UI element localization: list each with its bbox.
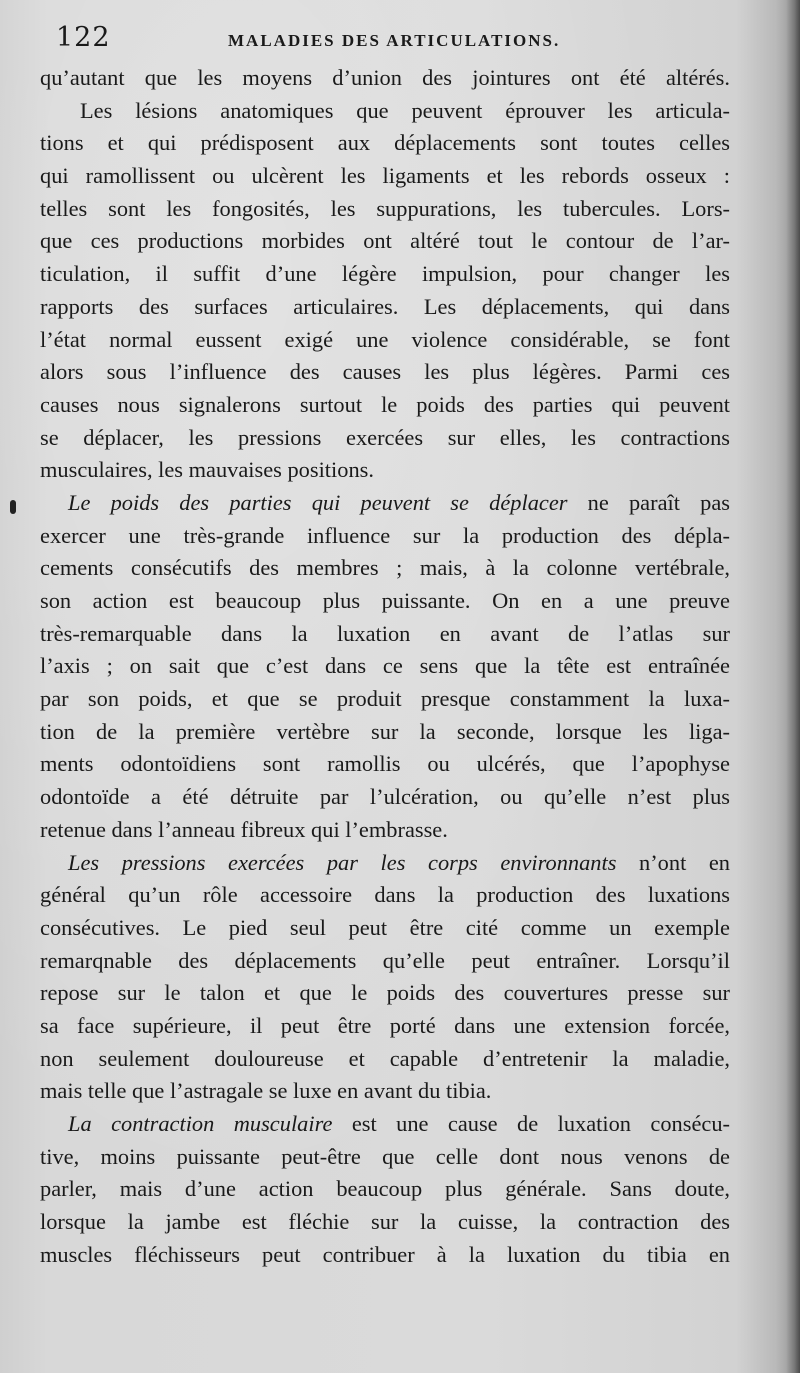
- text-line: retenue dans l’anneau fibreux qui l’embrasse.: [40, 816, 448, 842]
- text-line: Les lésions anatomiques que peuvent éprouver les articula-: [80, 97, 730, 123]
- text-line: se déplacer, les pressions exercées sur elles, les contractions: [40, 424, 730, 450]
- text-line: par son poids, et que se produit presque constamment la luxa-: [40, 686, 730, 712]
- running-head: MALADIES DES ARTICULATIONS.: [228, 31, 561, 50]
- text-line: musculaires, les mauvaises positions.: [40, 457, 374, 483]
- text-line: général qu’un rôle accessoire dans la production des luxations: [40, 882, 730, 908]
- page-edge-shadow: [786, 0, 800, 1373]
- text-line: lorsque la jambe est fléchie sur la cuisse, la contraction des: [40, 1209, 730, 1235]
- text-line: exercer une très-grande influence sur la production des dépla-: [40, 522, 730, 548]
- line-text: n’ont en: [616, 849, 731, 875]
- text-line: rapports des surfaces articulaires. Les déplacements, qui dans: [40, 293, 730, 319]
- text-line: tive, moins puissante peut-être que celle dont nous venons de: [40, 1143, 730, 1169]
- italic-phrase: La contraction musculaire: [68, 1111, 333, 1136]
- text-line: qu’autant que les moyens d’union des jointures ont été altérés.: [40, 65, 730, 90]
- page-header: [56, 22, 736, 62]
- text-line: que ces productions morbides ont altéré tout le contour de l’ar-: [40, 228, 730, 254]
- text-line: consécutives. Le pied seul peut être cité comme un exemple: [40, 914, 730, 940]
- text-line: sa face supérieure, il peut être porté dans une extension forcée,: [40, 1012, 730, 1038]
- italic-phrase: Les pressions exercées par les corps environnants: [68, 849, 617, 875]
- margin-ink-mark: [10, 500, 16, 514]
- text-line: remarqnable des déplacements qu’elle peut entraîner. Lorsqu’il: [40, 947, 730, 973]
- text-line: repose sur le talon et que le poids des couvertures presse sur: [40, 980, 730, 1006]
- text-line: telles sont les fongosités, les suppurations, les tubercules. Lors-: [40, 195, 730, 221]
- text-line: tions et qui prédisposent aux déplacements sont toutes celles: [40, 130, 730, 156]
- text-line: ticulation, il suffit d’une légère impulsion, pour changer les: [40, 261, 730, 287]
- text-line: qui ramollissent ou ulcèrent les ligaments et les rebords osseux :: [40, 163, 730, 189]
- text-line: son action est beaucoup plus puissante. On en a une preuve: [40, 588, 730, 613]
- text-line: [40, 487, 730, 520]
- text-line: l’axis ; on sait que c’est dans ce sens que la tête est entraînée: [40, 653, 730, 679]
- text-line: parler, mais d’une action beaucoup plus générale. Sans doute,: [40, 1176, 730, 1202]
- text-line: l’état normal eussent exigé une violence considérable, se font: [40, 326, 730, 352]
- text-line: alors sous l’influence des causes les plus légères. Parmi ces: [40, 359, 730, 385]
- line-text: ne paraît pas: [567, 489, 730, 515]
- italic-phrase: Le poids des parties qui peuvent se déplacer: [68, 489, 568, 515]
- text-line: tion de la première vertèbre sur la seconde, lorsque les liga-: [40, 718, 730, 744]
- text-line: causes nous signalerons surtout le poids des parties qui peuvent: [40, 391, 730, 417]
- text-line: muscles fléchisseurs peut contribuer à la luxation du tibia en: [40, 1241, 730, 1267]
- text-line: très-remarquable dans la luxation en avant de l’atlas sur: [40, 620, 730, 646]
- text-line: [40, 1108, 730, 1141]
- line-text: est une cause de luxation consécu-: [332, 1111, 730, 1136]
- text-line: odontoïde a été détruite par l’ulcération, ou qu’elle n’est plus: [40, 784, 730, 810]
- text-line: non seulement douloureuse et capable d’entretenir la maladie,: [40, 1045, 730, 1071]
- text-line: cements consécutifs des membres ; mais, à la colonne vertébrale,: [40, 555, 730, 581]
- text-line: [40, 847, 730, 880]
- page-number: 122: [56, 22, 111, 53]
- text-line: mais telle que l’astragale se luxe en avant du tibia.: [40, 1078, 492, 1104]
- body-text: [40, 62, 730, 1271]
- text-line: ments odontoïdiens sont ramollis ou ulcérés, que l’apophyse: [40, 751, 730, 777]
